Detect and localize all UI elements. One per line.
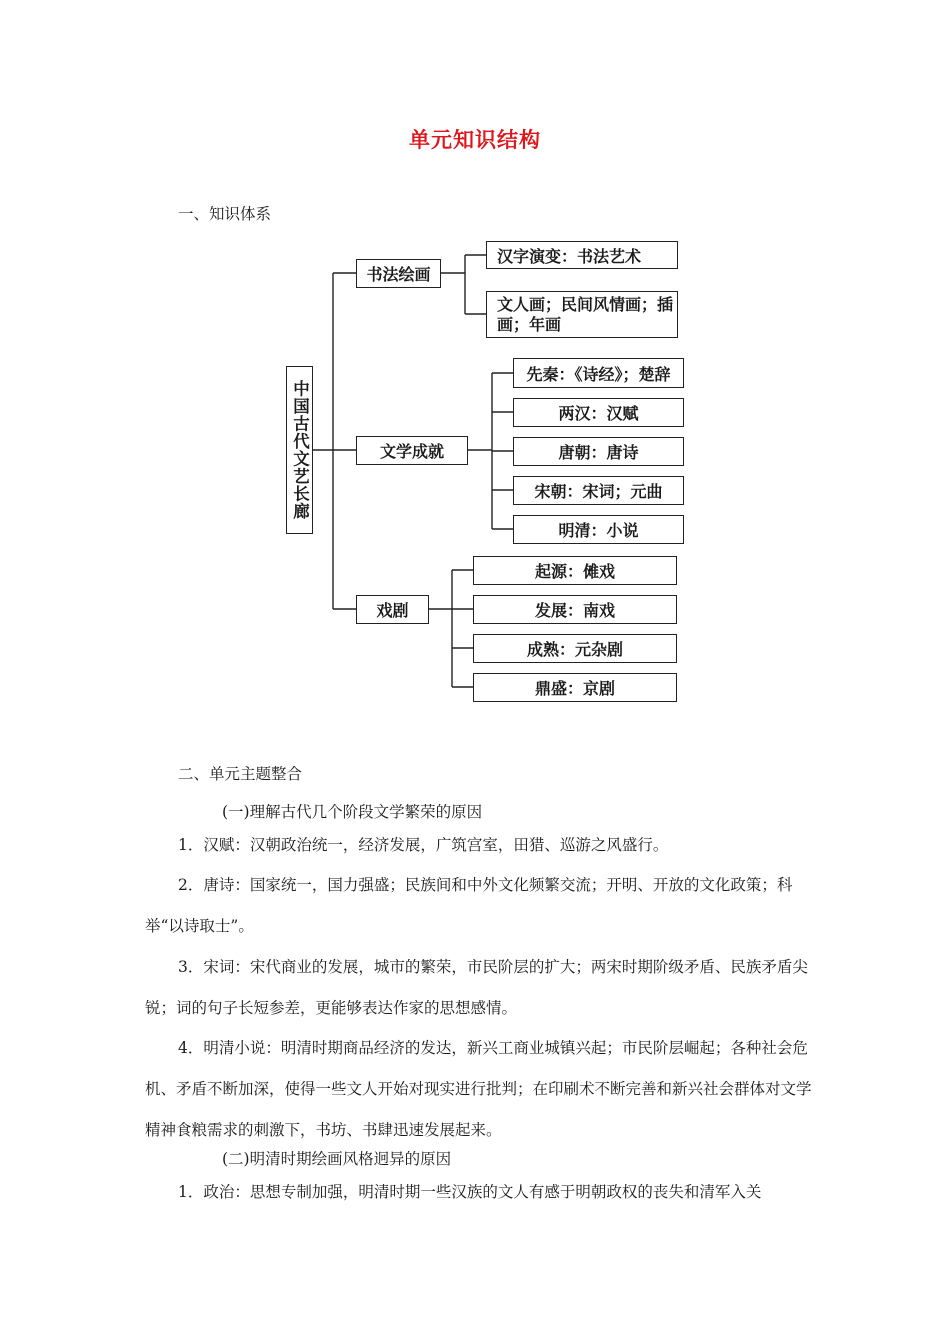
subheading-painting-causes: (二)明清时期绘画风格迥异的原因	[222, 1150, 452, 1168]
branch-literature: 文学成就	[356, 436, 468, 465]
paragraph-han-fu: 1．汉赋：汉朝政治统一，经济发展，广筑宫室，田猎、巡游之风盛行。	[178, 836, 669, 854]
diagram-root-box: 中国古代文艺长廊	[286, 366, 313, 534]
leaf-tang: 唐朝：唐诗	[513, 437, 684, 466]
paragraph-politics: 1．政治：思想专制加强，明清时期一些汉族的文人有感于明朝政权的丧失和清军入关	[178, 1183, 762, 1201]
branch-calligraphy-painting: 书法绘画	[356, 259, 441, 288]
leaf-drama-peak: 鼎盛：京剧	[473, 673, 677, 702]
leaf-drama-origin: 起源：傩戏	[473, 556, 677, 585]
paragraph-ming-qing-novel: 4．明清小说：明清时期商品经济的发达，新兴工商业城镇兴起；市民阶层崛起；各种社会危机、矛盾不断加深，使得一些文人开始对现实进行批判；在印刷术不断完善和新兴社会群体对文学精神食粮需求的刺激下，书坊、书肆迅速发展起来。	[145, 1039, 812, 1139]
leaf-ming-qing: 明清：小说	[513, 515, 684, 544]
paragraph-tang-poetry: 2．唐诗：国家统一，国力强盛；民族间和中外文化频繁交流；开明、开放的文化政策；科举“以诗取士”。	[145, 876, 793, 935]
section-heading-knowledge-system: 一、知识体系	[178, 205, 272, 223]
branch-drama: 戏剧	[356, 595, 429, 624]
page-title: 单元知识结构	[409, 127, 541, 152]
leaf-drama-development: 发展：南戏	[473, 595, 677, 624]
leaf-calligraphy: 汉字演变：书法艺术	[486, 241, 678, 269]
section-heading-unit-theme: 二、单元主题整合	[178, 765, 303, 783]
leaf-drama-maturity: 成熟：元杂剧	[473, 634, 677, 663]
leaf-painting: 文人画；民间风情画；插画；年画	[486, 291, 678, 338]
leaf-han: 两汉：汉赋	[513, 398, 684, 427]
paragraph-song-ci: 3．宋词：宋代商业的发展，城市的繁荣，市民阶层的扩大；两宋时期阶级矛盾、民族矛盾尖锐；词的句子长短参差，更能够表达作家的思想感情。	[145, 958, 808, 1017]
leaf-pre-qin: 先秦：《诗经》；楚辞	[513, 358, 684, 388]
subheading-literature-causes: (一)理解古代几个阶段文学繁荣的原因	[222, 803, 483, 821]
leaf-song: 宋朝：宋词；元曲	[513, 476, 684, 505]
